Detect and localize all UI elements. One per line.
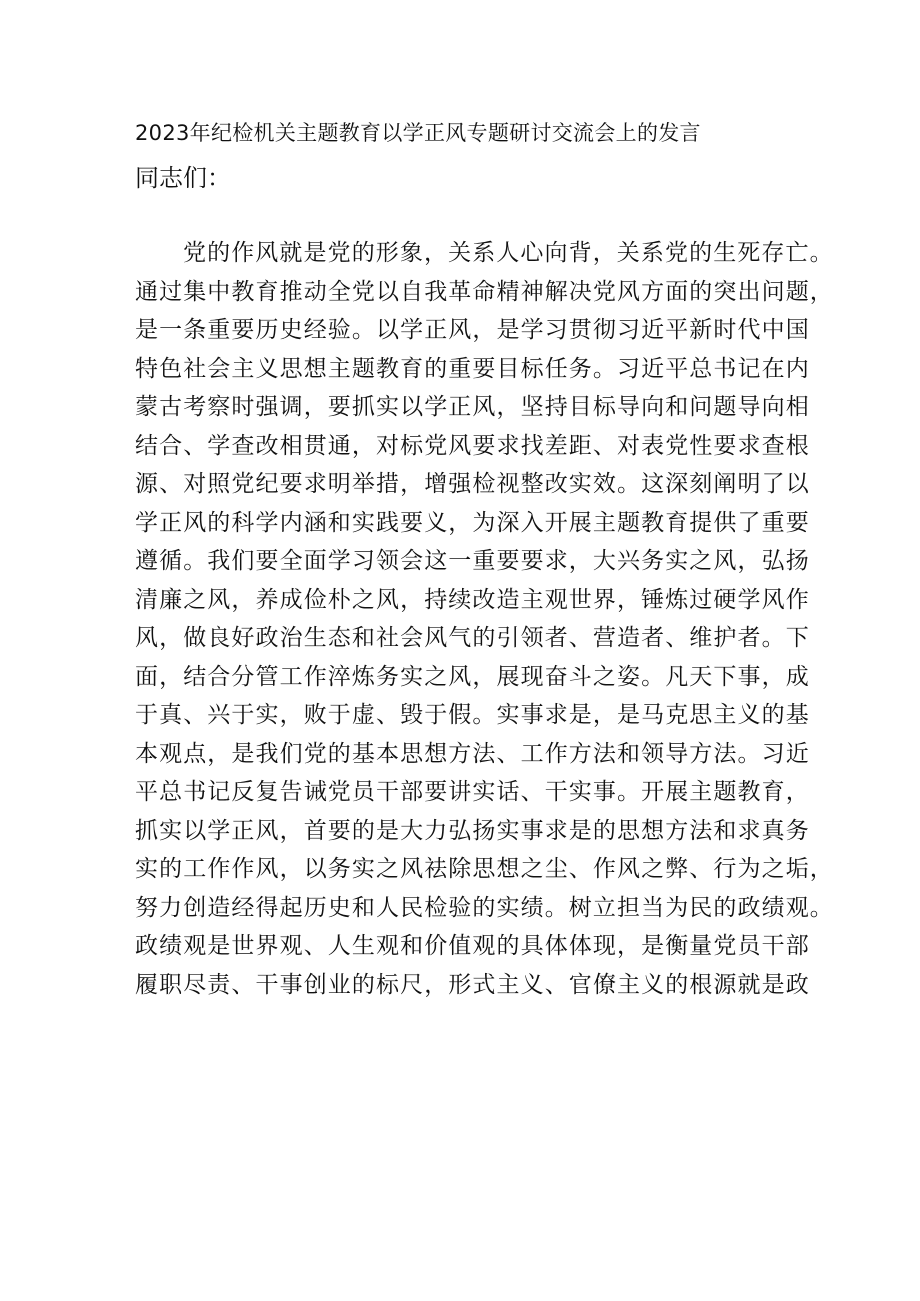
paragraph-line: 特色社会主义思想主题教育的重要目标任务。习近平总书记在内 bbox=[135, 355, 810, 382]
paragraph-line: 平总书记反复告诫党员干部要讲实话、干实事。开展主题教育， bbox=[135, 779, 810, 805]
paragraph-line: 党的作风就是党的形象，关系人心向背，关系党的生死存亡。 bbox=[183, 240, 834, 266]
paragraph-line: 源、对照党纪要求明举措，增强检视整改实效。这深刻阐明了以 bbox=[135, 471, 810, 497]
paragraph-line: 政绩观是世界观、人生观和价值观的具体体现，是衡量党员干部 bbox=[135, 933, 810, 959]
paragraph-line: 实的工作作风，以务实之风祛除思想之尘、作风之弊、行为之垢， bbox=[135, 856, 834, 882]
paragraph-line: 通过集中教育推动全党以自我革命精神解决党风方面的突出问题， bbox=[135, 278, 834, 305]
paragraph-line: 本观点，是我们党的基本思想方法、工作方法和领导方法。习近 bbox=[135, 740, 810, 767]
paragraph-line: 抓实以学正风，首要的是大力弘扬实事求是的思想方法和求真务 bbox=[135, 817, 810, 844]
body-paragraph bbox=[135, 234, 834, 1004]
paragraph-line: 蒙古考察时强调，要抓实以学正风，坚持目标导向和问题导向相 bbox=[135, 394, 810, 420]
paragraph-line: 学正风的科学内涵和实践要义，为深入开展主题教育提供了重要 bbox=[135, 509, 810, 536]
paragraph-line: 于真、兴于实，败于虚、毁于假。实事求是，是马克思主义的基 bbox=[135, 702, 810, 728]
salutation: 同志们： bbox=[135, 164, 231, 192]
paragraph-line: 结合、学查改相贯通，对标党风要求找差距、对表党性要求查根 bbox=[135, 432, 810, 459]
paragraph-line: 是一条重要历史经验。以学正风，是学习贯彻习近平新时代中国 bbox=[135, 317, 810, 343]
document-title: 2023年纪检机关主题教育以学正风专题研讨交流会上的发言 bbox=[135, 121, 701, 145]
paragraph-line: 面，结合分管工作淬炼务实之风，展现奋斗之姿。凡天下事，成 bbox=[135, 663, 810, 690]
paragraph-line: 履职尽责、干事创业的标尺，形式主义、官僚主义的根源就是政 bbox=[135, 971, 810, 998]
paragraph-line: 遵循。我们要全面学习领会这一重要要求，大兴务实之风，弘扬 bbox=[135, 548, 810, 574]
paragraph-line: 努力创造经得起历史和人民检验的实绩。树立担当为民的政绩观。 bbox=[135, 894, 834, 921]
paragraph-line: 风，做良好政治生态和社会风气的引领者、营造者、维护者。下 bbox=[135, 625, 810, 651]
paragraph-line: 清廉之风，养成俭朴之风，持续改造主观世界，锤炼过硬学风作 bbox=[135, 586, 810, 613]
